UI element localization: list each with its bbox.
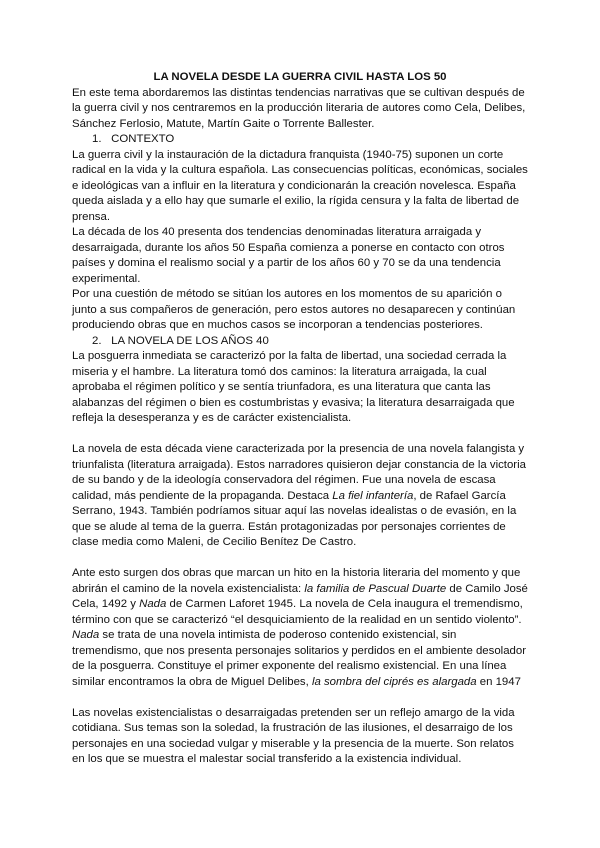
section-1-paragraph-2: La década de los 40 presenta dos tendencias denominadas literatura arraigada y desarraigada, durante los años 50 España comienza a ponerse en contacto con otros países y domina el realismo social y a partir de los años 60 y 70 se da una tendencia experimental. [72, 226, 505, 285]
section-2-paragraph-2 [72, 442, 528, 551]
section-1-paragraph-3: Por una cuestión de método se sitúan los autores en los momentos de su aparición o junto a sus compañeros de generación, pero estos autores no desaparecen y continúan produciendo obras que en muchos casos se incorporan a tendencias posteriores. [72, 288, 516, 331]
section-2-paragraph-3 [72, 566, 528, 690]
section-2-paragraph-1: La posguerra inmediata se caracterizó por la falta de libertad, una sociedad cerrada la miseria y el hambre. La literatura tomó dos caminos: la literatura arraigada, la cual aprobaba el régimen político y se sentía triunfadora, es una literatura que canta las alabanzas del régimen o bien es costumbristas y evasiva; la literatura desarraigada que refleja la desesperanza y es de carácter existencialista. [72, 350, 515, 424]
text-run: Ante esto surgen dos obras que marcan un hito en la historia literaria del momento y que abrirán el camino de la novela existencialista: [72, 567, 521, 595]
section-1-paragraph-1: La guerra civil y la instauración de la dictadura franquista (1940-75) suponen un corte radical en la vida y la cultura española. Las consecuencias políticas, económicas, sociales e ideológicas van a influir en la literatura y condicionarán la creación novelesca. España queda aislada y a ello hay que sumarle el exilio, la rígida censura y la falta de libertad de prensa. [72, 148, 528, 223]
document-title: LA NOVELA DESDE LA GUERRA CIVIL HASTA LOS 50 [153, 71, 447, 83]
book-title-italic: La fiel infantería [332, 489, 414, 502]
book-title-italic: la sombra del ciprés es alargada [311, 675, 477, 688]
text-run: en 1947 [476, 675, 521, 688]
text-run: se trata de una novela intimista de poderoso contenido existencial, sin tremendismo, que nos presenta personajes solitarios y perdidos en el ambiente desolador de la posguerra. Constituye el primer exponente del realismo existencial. En una línea similar encontramos la obra de Miguel Delibes, [72, 629, 526, 688]
section-2-heading [72, 334, 528, 350]
paragraph-gap [72, 427, 528, 443]
section-2-number: 2. [92, 334, 102, 347]
intro-paragraph: En este tema abordaremos las distintas tendencias narrativas que se cultivan después de la guerra civil y nos centraremos en la producción literaria de autores como Cela, Delibes, Sánchez Ferlosio, Matute, Martín Gaite o Torrente Ballester. [72, 86, 526, 130]
section-2-paragraph-4: Las novelas existencialistas o desarraigadas pretenden ser un reflejo amargo de la vida cotidiana. Sus temas son la soledad, la frustración de las ilusiones, el desarraigo de los personajes en una sociedad vulgar y miserable y la presencia de la muerte. Son relatos en los que se muestra el malestar social transferido a la existencia individual. [72, 706, 515, 765]
text-run: de Camilo José Cela, 1492 y [72, 582, 528, 610]
book-title-italic: la familia de Pascual Duarte [304, 582, 447, 595]
section-1-number: 1. [92, 133, 102, 145]
paragraph-gap [72, 690, 528, 706]
paragraph-gap [72, 551, 528, 567]
book-title-italic: Nada [139, 598, 167, 610]
text-run: de Carmen Laforet 1945. La novela de Cela inaugura el tremendismo, término con que se caracterizó “el desquiciamiento de la realidad en un sentido violento”. [72, 598, 523, 626]
text-run: , de Rafael García Serrano, 1943. También podríamos situar aquí las novelas idealistas o de evasión, en la que se alude al tema de la guerra. Están protagonizadas por personajes corrientes de clase media como Maleni, de Cecilio Benítez De Castro. [72, 489, 517, 548]
section-1-label: CONTEXTO [111, 133, 175, 145]
text-run: La novela de esta década viene caracterizada por la presencia de una novela falangista y triunfalista (literatura arraigada). Estos narradores quisieron dejar constancia de la victoria de su bando y de la ideología conservadora del régimen. Fue una novela de escasa calidad, más pendiente de la propaganda. Destaca [72, 443, 526, 502]
section-1-heading [72, 132, 528, 148]
section-2-label: LA NOVELA DE LOS AÑOS 40 [111, 334, 269, 347]
book-title-italic: Nada [72, 629, 100, 641]
